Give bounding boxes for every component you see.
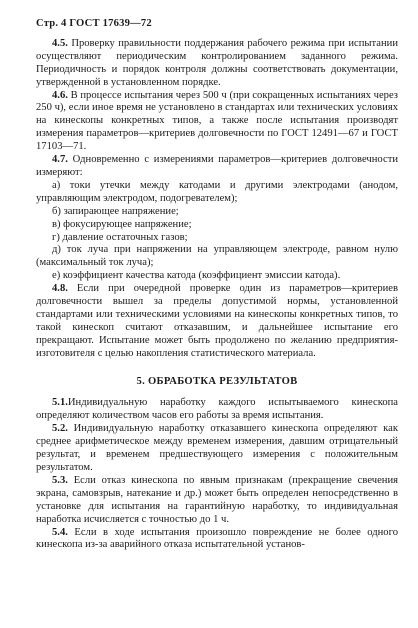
paragraph-number: 5.2. [52,423,68,435]
paragraph-number: 4.6. [52,89,68,101]
paragraph-text: Индивидуальную наработку отказавшего кинескопа определяют как среднее арифметическое между временем измерения, давшим отрицательный результат, и временем предшествующего измерения с положительным результатом. [36,423,398,473]
paragraph-text: Проверку правильности поддержания рабочего режима при испытании осуществляют периодическим контролированием заданного режима. Периодичность и порядок контроля должны соответствовать документации, утвержденной в установленном порядке. [36,37,398,88]
list-item: д) ток луча при напряжении на управляющем электроде, равном нулю (максимальный ток луча); [36,244,398,269]
paragraph-number: 4.7. [52,154,68,166]
paragraph-text: Одновременно с измерениями параметров—критериев долговечности измеряют: [36,154,398,178]
paragraph-number: 5.4. [52,526,68,538]
paragraph-4-5 [36,38,398,90]
paragraph-4-7 [36,154,398,180]
paragraph-text: Если при очередной проверке один из параметров—критериев долговечности вышел за пределы допустимой нормы, установленной стандартами или техническими условиями на кинескопы конкретных типов, то такой кинескоп считают отказавшим, и дальнейшее испытание его прекращают. Испытание может быть продолжено по желанию предприятия-изготовителя с целью накопления статистического материала. [36,283,398,359]
measurement-list [36,180,398,283]
paragraph-5-2 [36,423,398,475]
paragraph-number: 4.5. [52,37,68,49]
list-item: е) коэффициент качества катода (коэффициент эмиссии катода). [52,270,341,282]
list-item: а) токи утечки между катодами и другими электродами (анодом, управляющим электродом, подогревателем); [36,179,398,204]
section-4-paragraphs [36,38,398,180]
paragraph-5-4 [36,527,398,553]
paragraph-text: В процессе испытания через 500 ч (при сокращенных испытаниях через 250 ч), если иное время не установлено в стандартах или технических условиях на кинескопы конкретных типов, а также после испытания производят измерения параметров—критериев долговечности по ГОСТ 12491—67 и ГОСТ 17103—71. [36,89,398,153]
paragraph-number: 5.3. [52,474,68,486]
paragraph-number: 5.1. [52,397,68,409]
paragraph-4-6 [36,90,398,155]
paragraph-text: Если отказ кинескопа по явным признакам (прекращение свечения экрана, самовзрыв, натекание и др.) может быть определен непосредственно в установке для испытания на гарантийную наработку, то индивидуальная наработка исчисляется с точностью до 1 ч. [36,474,398,525]
paragraph-5-1 [36,397,398,423]
page-header: Стр. 4 ГОСТ 17639—72 [36,18,152,29]
paragraph-4-8 [36,283,398,360]
paragraph-text: Если в ходе испытания произошло повреждение не более одного кинескопа из-за аварийного отказа испытательной установ- [36,526,398,551]
list-item: в) фокусирующее напряжение; [52,218,192,230]
paragraph-5-3 [36,475,398,527]
paragraph-number: 4.8. [52,283,68,295]
section-5-title: 5. ОБРАБОТКА РЕЗУЛЬТАТОВ [136,375,298,387]
paragraph-text: Индивидуальную наработку каждого испытываемого кинескопа определяют количеством часов его работы за время испытания. [36,397,398,422]
list-item: г) давление остаточных газов; [52,231,188,243]
section-5-paragraphs [36,397,398,552]
list-item: б) запирающее напряжение; [52,205,179,217]
